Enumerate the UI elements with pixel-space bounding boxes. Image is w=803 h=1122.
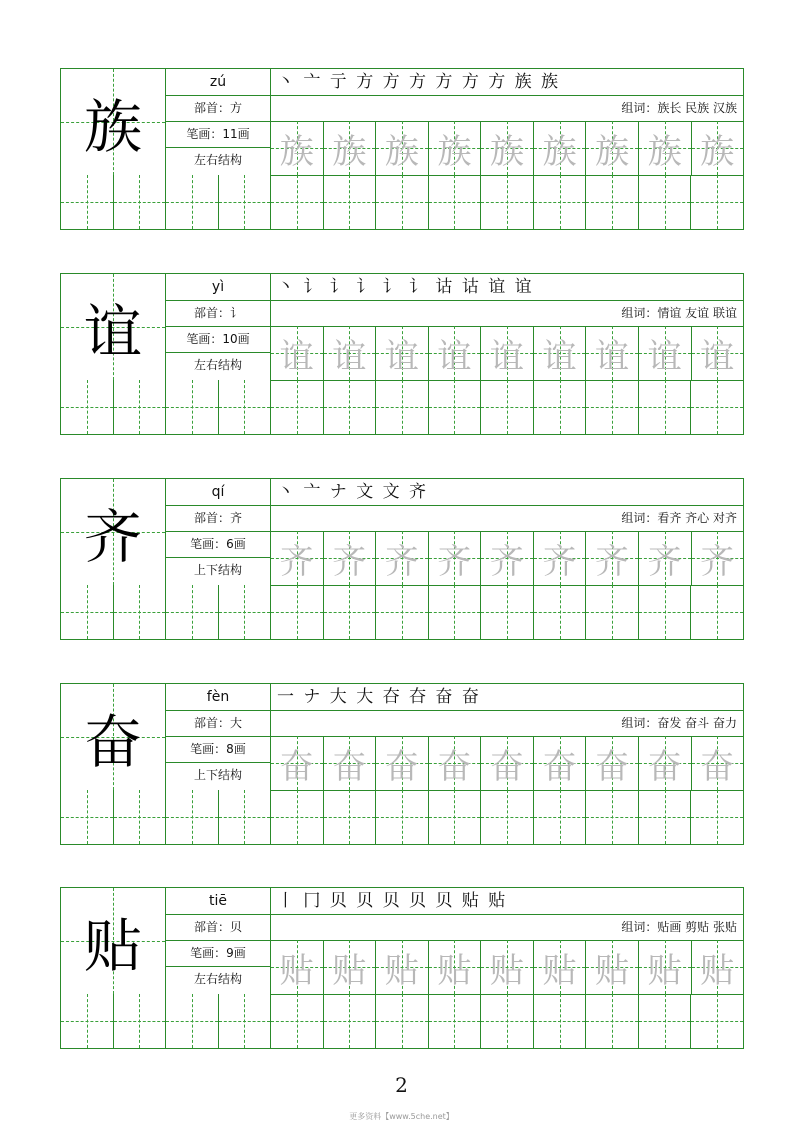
practice-cell[interactable] [271, 380, 324, 434]
practice-cell[interactable] [639, 380, 692, 434]
practice-cell[interactable] [429, 790, 482, 844]
practice-cell[interactable] [114, 585, 167, 639]
word-examples: 组词：看齐 齐心 对齐 [271, 505, 743, 532]
practice-cell[interactable] [324, 994, 377, 1048]
structure: 左右结构 [193, 358, 242, 372]
tracing-cell[interactable] [692, 326, 744, 380]
tracing-cell[interactable] [534, 736, 587, 790]
tracing-char: 奋 [279, 746, 314, 787]
practice-cell[interactable] [586, 380, 639, 434]
tracing-cell[interactable] [692, 531, 744, 585]
tracing-char: 谊 [647, 336, 682, 377]
practice-cell[interactable] [639, 790, 692, 844]
page-number: 2 [395, 1073, 408, 1097]
structure: 左右结构 [193, 153, 242, 167]
tracing-row [271, 940, 743, 995]
practice-row [61, 994, 743, 1048]
practice-cell[interactable] [376, 380, 429, 434]
tracing-char: 奋 [595, 746, 630, 787]
tracing-cell[interactable] [271, 121, 324, 175]
practice-cell[interactable] [166, 994, 219, 1048]
tracing-cell[interactable] [376, 940, 429, 994]
practice-cell[interactable] [586, 585, 639, 639]
main-character: 齐 [83, 503, 142, 571]
pinyin: yì [166, 274, 270, 301]
practice-cell[interactable] [534, 175, 587, 229]
practice-cell[interactable] [271, 790, 324, 844]
practice-cell[interactable] [219, 790, 272, 844]
tracing-cell[interactable] [692, 940, 744, 994]
pinyin: fèn [166, 684, 270, 711]
tracing-cell[interactable] [481, 121, 534, 175]
tracing-cell[interactable] [376, 121, 429, 175]
tracing-cell[interactable] [324, 121, 377, 175]
tracing-char: 奋 [490, 746, 525, 787]
tracing-char: 谊 [437, 336, 472, 377]
stroke-order: 丶 亠 ナ 文 文 齐 [271, 479, 743, 506]
tracing-char: 谊 [700, 336, 735, 377]
practice-cell[interactable] [534, 790, 587, 844]
tracing-cell[interactable] [429, 531, 482, 585]
radical: 部首：贝 [166, 914, 270, 941]
practice-cell[interactable] [324, 380, 377, 434]
practice-cell[interactable] [376, 994, 429, 1048]
large-character-cell [61, 274, 166, 380]
character-card-2 [60, 273, 744, 435]
tracing-cell[interactable] [586, 531, 639, 585]
tracing-cell[interactable] [324, 531, 377, 585]
practice-cell[interactable] [166, 380, 219, 434]
main-character: 族 [83, 93, 142, 161]
tracing-cell[interactable] [639, 326, 692, 380]
tracing-cell[interactable] [586, 940, 639, 994]
tracing-char: 齐 [647, 541, 682, 582]
character-card-1 [60, 68, 744, 230]
tracing-cell[interactable] [534, 121, 587, 175]
character-info [166, 684, 271, 790]
tracing-cell[interactable] [324, 736, 377, 790]
tracing-row [271, 326, 743, 381]
character-card-5 [60, 887, 744, 1049]
practice-cell[interactable] [219, 994, 272, 1048]
main-character: 贴 [83, 912, 142, 980]
tracing-char: 族 [332, 131, 367, 172]
practice-cell[interactable] [639, 175, 692, 229]
practice-cell[interactable] [166, 175, 219, 229]
practice-cell[interactable] [586, 175, 639, 229]
tracing-char: 族 [384, 131, 419, 172]
practice-row [61, 790, 743, 844]
tracing-char: 贴 [437, 950, 472, 991]
tracing-char: 贴 [647, 950, 682, 991]
practice-cell[interactable] [481, 585, 534, 639]
practice-cell[interactable] [61, 790, 114, 844]
tracing-char: 族 [595, 131, 630, 172]
radical: 部首：大 [166, 710, 270, 737]
practice-cell[interactable] [271, 994, 324, 1048]
tracing-char: 齐 [490, 541, 525, 582]
word-examples: 组词：奋发 奋斗 奋力 [271, 710, 743, 737]
tracing-char: 贴 [700, 950, 735, 991]
practice-cell[interactable] [481, 994, 534, 1048]
practice-cell[interactable] [691, 585, 743, 639]
stroke-order: 丨 冂 贝 贝 贝 贝 贝 贴 贴 [271, 888, 743, 915]
practice-cell[interactable] [166, 790, 219, 844]
practice-cell[interactable] [61, 994, 114, 1048]
tracing-char: 贴 [542, 950, 577, 991]
character-info [166, 274, 271, 380]
character-card-4 [60, 683, 744, 845]
tracing-cell[interactable] [429, 940, 482, 994]
tracing-cell[interactable] [639, 940, 692, 994]
practice-cell[interactable] [691, 790, 743, 844]
tracing-char: 族 [490, 131, 525, 172]
tracing-char: 齐 [700, 541, 735, 582]
tracing-char: 族 [700, 131, 735, 172]
tracing-cell[interactable] [429, 736, 482, 790]
tracing-cell[interactable] [639, 531, 692, 585]
practice-cell[interactable] [324, 175, 377, 229]
tracing-cell[interactable] [271, 736, 324, 790]
tracing-cell[interactable] [534, 531, 587, 585]
tracing-char: 贴 [595, 950, 630, 991]
structure: 上下结构 [193, 768, 242, 782]
tracing-char: 谊 [595, 336, 630, 377]
tracing-cell[interactable] [376, 326, 429, 380]
practice-cell[interactable] [691, 175, 743, 229]
practice-cell[interactable] [376, 585, 429, 639]
tracing-char: 贴 [490, 950, 525, 991]
tracing-char: 谊 [279, 336, 314, 377]
tracing-char: 奋 [384, 746, 419, 787]
tracing-char: 齐 [595, 541, 630, 582]
tracing-cell[interactable] [324, 940, 377, 994]
tracing-char: 齐 [384, 541, 419, 582]
tracing-cell[interactable] [324, 326, 377, 380]
word-examples: 组词：族长 民族 汉族 [271, 95, 743, 122]
tracing-char: 奋 [542, 746, 577, 787]
stroke-order: 一 ナ 大 大 夻 夻 奋 奋 [271, 684, 743, 711]
tracing-row [271, 121, 743, 176]
tracing-char: 奋 [700, 746, 735, 787]
tracing-cell[interactable] [534, 326, 587, 380]
main-character: 谊 [83, 298, 142, 366]
stroke-count: 笔画：9画 [166, 940, 270, 967]
practice-cell[interactable] [481, 380, 534, 434]
tracing-cell[interactable] [481, 736, 534, 790]
tracing-char: 贴 [332, 950, 367, 991]
tracing-cell[interactable] [586, 736, 639, 790]
character-info [166, 479, 271, 585]
tracing-row [271, 736, 743, 791]
practice-cell[interactable] [324, 585, 377, 639]
tracing-cell[interactable] [429, 326, 482, 380]
practice-cell[interactable] [61, 380, 114, 434]
tracing-char: 齐 [332, 541, 367, 582]
practice-cell[interactable] [61, 175, 114, 229]
tracing-cell[interactable] [481, 326, 534, 380]
practice-cell[interactable] [114, 380, 167, 434]
pinyin: tiē [166, 888, 270, 915]
tracing-cell[interactable] [271, 531, 324, 585]
tracing-char: 谊 [384, 336, 419, 377]
tracing-char: 贴 [279, 950, 314, 991]
stroke-order: 丶 亠 亍 方 方 方 方 方 方 族 族 [271, 69, 743, 96]
practice-cell[interactable] [219, 585, 272, 639]
stroke-count: 笔画：11画 [166, 121, 270, 148]
tracing-char: 奋 [437, 746, 472, 787]
stroke-count: 笔画：6画 [166, 531, 270, 558]
practice-cell[interactable] [586, 790, 639, 844]
practice-cell[interactable] [219, 380, 272, 434]
radical: 部首：方 [166, 95, 270, 122]
pinyin: zú [166, 69, 270, 96]
tracing-cell[interactable] [481, 531, 534, 585]
tracing-cell[interactable] [586, 326, 639, 380]
tracing-cell[interactable] [271, 940, 324, 994]
practice-cell[interactable] [534, 585, 587, 639]
radical: 部首：齐 [166, 505, 270, 532]
stroke-count: 笔画：8画 [166, 736, 270, 763]
practice-cell[interactable] [429, 994, 482, 1048]
tracing-cell[interactable] [429, 121, 482, 175]
practice-cell[interactable] [691, 994, 743, 1048]
tracing-cell[interactable] [534, 940, 587, 994]
large-character-cell [61, 479, 166, 585]
tracing-char: 谊 [332, 336, 367, 377]
practice-row [61, 175, 743, 229]
main-character: 奋 [83, 708, 142, 776]
tracing-cell[interactable] [481, 940, 534, 994]
large-character-cell [61, 888, 166, 994]
word-examples: 组词：贴画 剪贴 张贴 [271, 914, 743, 941]
tracing-cell[interactable] [639, 736, 692, 790]
practice-cell[interactable] [429, 585, 482, 639]
practice-cell[interactable] [376, 175, 429, 229]
practice-cell[interactable] [481, 175, 534, 229]
practice-cell[interactable] [324, 790, 377, 844]
practice-cell[interactable] [586, 994, 639, 1048]
practice-cell[interactable] [691, 380, 743, 434]
tracing-char: 齐 [279, 541, 314, 582]
tracing-cell[interactable] [586, 121, 639, 175]
tracing-char: 齐 [542, 541, 577, 582]
tracing-cell[interactable] [376, 736, 429, 790]
structure: 左右结构 [193, 972, 242, 986]
practice-cell[interactable] [114, 790, 167, 844]
character-info [166, 888, 271, 994]
tracing-char: 奋 [647, 746, 682, 787]
tracing-char: 齐 [437, 541, 472, 582]
practice-cell[interactable] [481, 790, 534, 844]
practice-row [61, 585, 743, 639]
stroke-order: 丶 讠 讠 讠 讠 讠 诂 诂 谊 谊 [271, 274, 743, 301]
practice-cell[interactable] [271, 175, 324, 229]
character-card-3 [60, 478, 744, 640]
large-character-cell [61, 684, 166, 790]
practice-cell[interactable] [219, 175, 272, 229]
tracing-char: 族 [542, 131, 577, 172]
tracing-cell[interactable] [271, 326, 324, 380]
practice-cell[interactable] [639, 994, 692, 1048]
practice-cell[interactable] [114, 994, 167, 1048]
large-character-cell [61, 69, 166, 175]
tracing-char: 族 [279, 131, 314, 172]
practice-cell[interactable] [166, 585, 219, 639]
tracing-cell[interactable] [376, 531, 429, 585]
practice-row [61, 380, 743, 434]
tracing-char: 谊 [542, 336, 577, 377]
practice-cell[interactable] [271, 585, 324, 639]
practice-cell[interactable] [534, 380, 587, 434]
tracing-cell[interactable] [639, 121, 692, 175]
practice-cell[interactable] [639, 585, 692, 639]
practice-cell[interactable] [429, 175, 482, 229]
tracing-char: 谊 [490, 336, 525, 377]
character-info [166, 69, 271, 175]
tracing-char: 贴 [384, 950, 419, 991]
footer-watermark: 更多资料【www.5che.net】 [349, 1112, 454, 1121]
word-examples: 组词：情谊 友谊 联谊 [271, 300, 743, 327]
tracing-cell[interactable] [692, 736, 744, 790]
pinyin: qí [166, 479, 270, 506]
practice-cell[interactable] [114, 175, 167, 229]
stroke-count: 笔画：10画 [166, 326, 270, 353]
structure: 上下结构 [193, 563, 242, 577]
practice-cell[interactable] [534, 994, 587, 1048]
tracing-row [271, 531, 743, 586]
practice-cell[interactable] [376, 790, 429, 844]
tracing-char: 族 [647, 131, 682, 172]
tracing-cell[interactable] [692, 121, 744, 175]
radical: 部首：讠 [166, 300, 270, 327]
practice-cell[interactable] [429, 380, 482, 434]
tracing-char: 族 [437, 131, 472, 172]
tracing-char: 奋 [332, 746, 367, 787]
practice-cell[interactable] [61, 585, 114, 639]
